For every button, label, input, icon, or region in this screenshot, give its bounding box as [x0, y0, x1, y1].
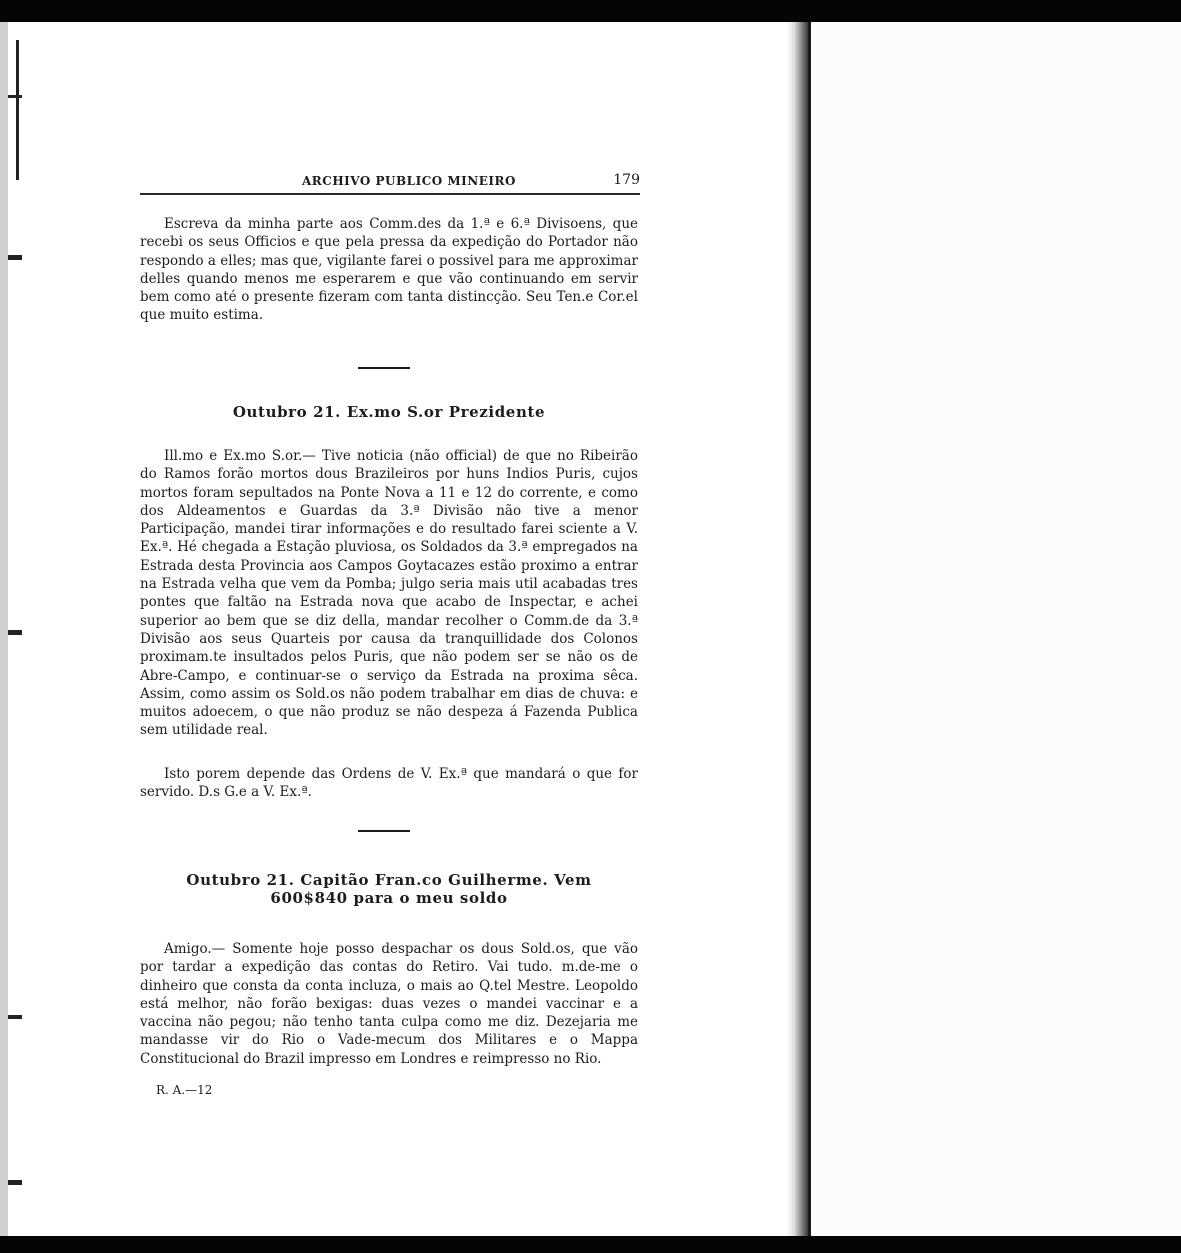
binding-mark — [8, 255, 22, 260]
binding-mark — [8, 630, 22, 635]
binding-mark — [8, 1015, 22, 1019]
scan-border-bottom — [0, 1236, 1181, 1253]
running-header — [140, 172, 640, 192]
binding-mark — [16, 40, 19, 180]
section-separator — [358, 830, 410, 832]
letter-heading-capitao: Outubro 21. Capitão Fran.co Guilherme. Vem — [186, 871, 592, 889]
facing-page-blank — [811, 22, 1181, 1236]
header-rule — [140, 193, 640, 195]
letter-heading-prezidente: Outubro 21. Ex.mo S.or Prezidente — [232, 403, 546, 421]
binding-mark — [8, 95, 22, 98]
letter-heading-capitao-line2: 600$840 para o meu soldo — [270, 889, 508, 907]
binding-mark — [8, 1180, 22, 1185]
letter-body-capitao: Amigo.— Somente hoje posso despachar os dous Sold.os, que vão por tardar a expedição das contas do Retiro. Vai tudo. m.de-me o dinheiro que consta da conta incluza, o mais ao Q.tel Mestre. Leopoldo está melhor, não forão bexigas: duas vezes o mandei vaccinar e a vaccina não pegou; não tenho tanta culpa como me diz. Dezejaria me mandasse vir do Rio o Vade-mecum dos Militares e o Mappa Constitucional do Brazil impresso em Londres e reimpresso no Rio. — [140, 941, 638, 1067]
letter-closing-paragraph: Escreva da minha parte aos Comm.des da 1.ª e 6.ª Divisoens, que recebi os seus Officios e que pela pressa da expedição do Portador não respondo a elles; mas que, vigilante farei o possivel para me approximar delles quando menos me esperarem e que vão continuando em servir bem como até o presente fizeram com tanta distincção. Seu Ten.e Cor.el que muito estima. — [140, 216, 638, 324]
letter-body-prezidente: Ill.mo e Ex.mo S.or.— Tive noticia (não official) de que no Ribeirão do Ramos forão mortos dous Brazileiros por huns Indios Puris, cujos mortos foram sepultados na Ponte Nova a 11 e 12 do corrente, e como dos Aldeamentos e Guardas da 3.ª Divisão não tive a menor Participação, mandei tirar informações e do resultado farei sciente a V. Ex.ª. Hé chegada a Estação pluviosa, os Soldados da 3.ª empregados na Estrada desta Provincia aos Campos Goytacazes estão proximo a entrar na Estrada velha que vem da Pomba; julgo seria mais util acabadas tres pontes que faltão na Estrada nova que acabo de Inspectar, e achei superior ao bem que se diz della, mandar recolher o Comm.de da 3.ª Divisão aos seus Quarteis por causa da tranquillidade dos Colonos proximam.te insultados pelos Puris, que não podem ser se não os de Abre-Campo, e continuar-se o serviço da Estrada na proxima sêca. Assim, como assim os Sold.os não podem trabalhar em dias de chuva: e muitos adoecem, o que não produz se não despeza á Fazenda Publica sem utilidade real. — [140, 448, 638, 739]
page-number: 179 — [613, 172, 640, 188]
header-title: ARCHIVO PUBLICO MINEIRO — [302, 174, 516, 188]
section-separator — [358, 367, 410, 369]
scan-border-left — [0, 22, 8, 1236]
scan-border-top — [0, 0, 1181, 22]
page-gutter-shadow — [786, 22, 808, 1236]
signature-mark: R. A.—12 — [156, 1083, 213, 1097]
letter-closing-prezidente: Isto porem depende das Ordens de V. Ex.ª que mandará o que for servido. D.s G.e a V. Ex.ª. — [140, 766, 638, 801]
